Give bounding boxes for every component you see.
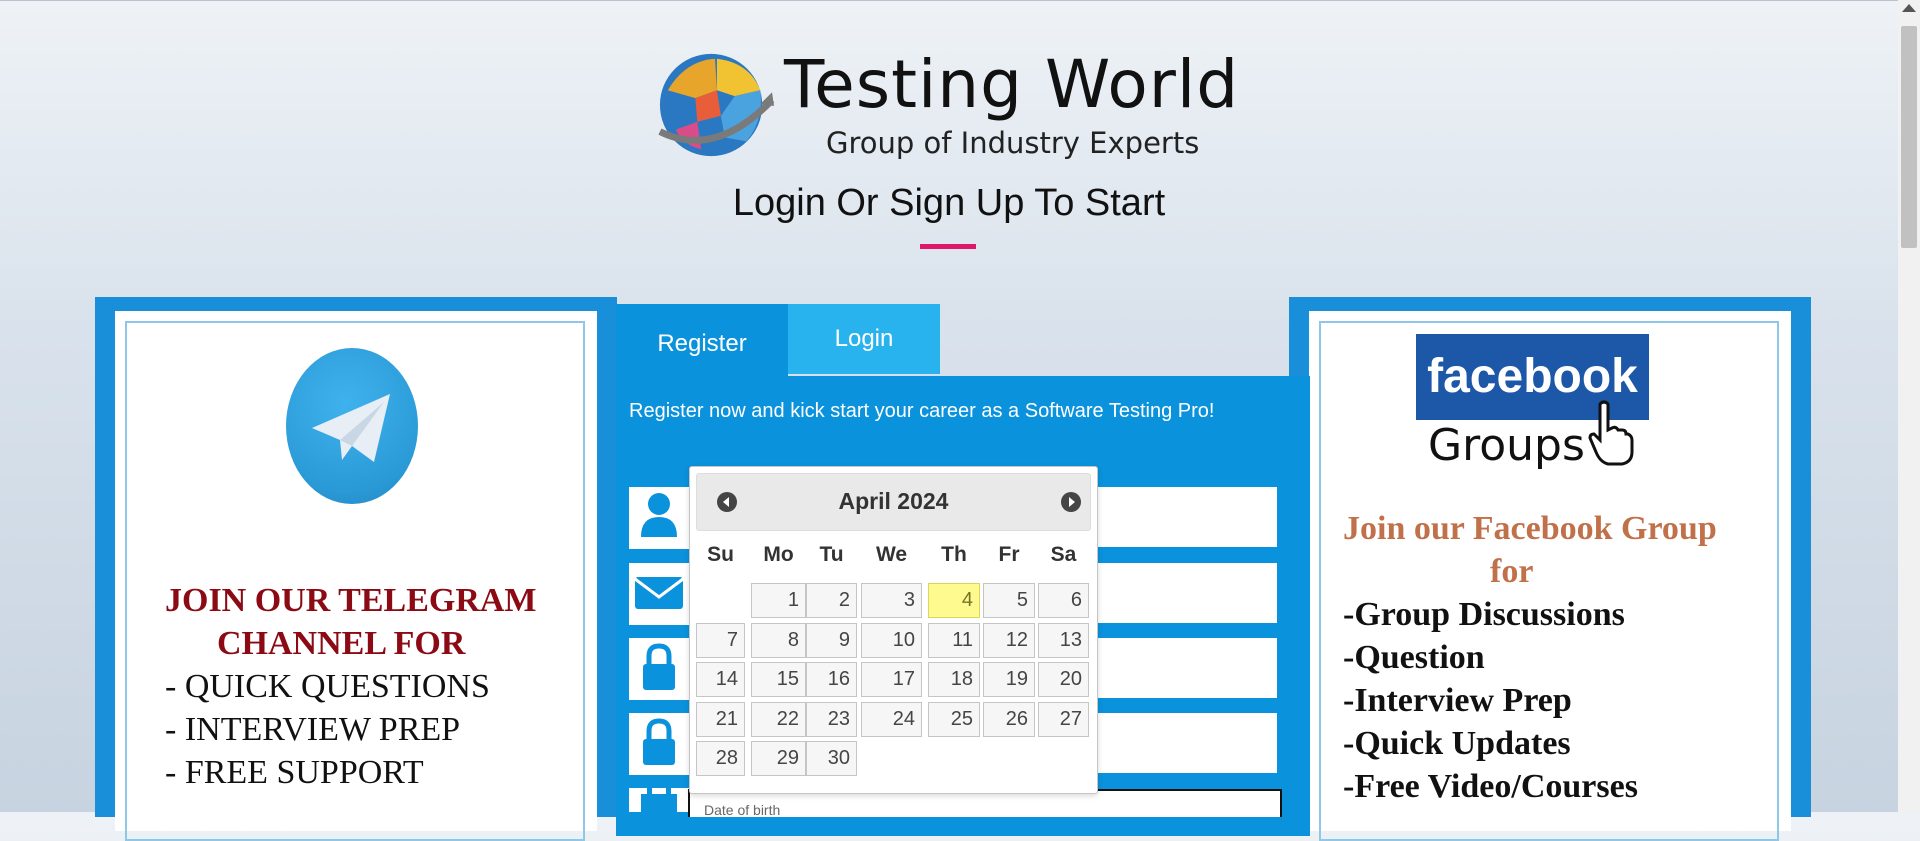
weekday-sa: Sa xyxy=(1050,543,1077,566)
day-cell[interactable]: 12 xyxy=(983,623,1035,658)
datepicker xyxy=(689,466,1098,794)
calendar-icon xyxy=(629,788,689,812)
day-cell[interactable]: 16 xyxy=(806,662,857,697)
logo-subtitle: Group of Industry Experts xyxy=(826,126,1200,160)
day-cell[interactable]: 29 xyxy=(751,741,806,776)
day-cell[interactable]: 27 xyxy=(1038,702,1089,737)
facebook-heading-line-1: Join our Facebook Group xyxy=(1343,510,1717,547)
paper-plane-icon xyxy=(286,348,418,504)
next-month-button[interactable] xyxy=(1061,492,1081,512)
scrollbar-thumb[interactable] xyxy=(1901,26,1917,248)
day-cell[interactable]: 6 xyxy=(1038,583,1089,618)
facebook-groups-label: Groups xyxy=(1428,420,1585,471)
lock-icon xyxy=(629,713,689,775)
day-cell[interactable]: 1 xyxy=(751,583,806,618)
day-cell[interactable]: 4 xyxy=(928,583,980,618)
facebook-item-question: -Question xyxy=(1343,639,1485,676)
day-cell[interactable]: 8 xyxy=(751,623,806,658)
site-logo xyxy=(656,48,1256,168)
weekday-fr: Fr xyxy=(998,543,1020,566)
weekday-th: Th xyxy=(941,543,967,566)
page-title: Login Or Sign Up To Start xyxy=(732,182,1166,224)
weekday-su: Su xyxy=(707,543,734,566)
facebook-item-discussions: -Group Discussions xyxy=(1343,596,1625,633)
telegram-item-support: - FREE SUPPORT xyxy=(165,754,424,791)
day-cell[interactable]: 26 xyxy=(983,702,1035,737)
day-cell[interactable]: 19 xyxy=(983,662,1035,697)
datepicker-title: April 2024 xyxy=(838,488,949,514)
facebook-item-interview: -Interview Prep xyxy=(1343,682,1572,719)
dob-placeholder: Date of birth xyxy=(704,803,781,815)
weekday-tu: Tu xyxy=(819,543,844,566)
day-cell[interactable]: 21 xyxy=(696,702,745,737)
day-cell[interactable]: 30 xyxy=(806,741,857,776)
facebook-item-courses: -Free Video/Courses xyxy=(1343,768,1638,805)
window-top-border xyxy=(0,0,1898,1)
day-cell[interactable]: 15 xyxy=(751,662,806,697)
day-cell[interactable]: 23 xyxy=(806,702,857,737)
day-cell[interactable]: 18 xyxy=(928,662,980,697)
telegram-item-interview: - INTERVIEW PREP xyxy=(165,711,461,748)
facebook-heading-line-2: for xyxy=(1490,553,1534,590)
envelope-icon xyxy=(629,563,689,625)
tab-register[interactable]: Register xyxy=(616,304,788,378)
chevron-right-icon xyxy=(1061,492,1081,512)
day-cell[interactable]: 20 xyxy=(1038,662,1089,697)
day-cell[interactable]: 25 xyxy=(928,702,980,737)
day-cell[interactable]: 11 xyxy=(928,623,980,658)
weekday-we: We xyxy=(875,543,908,566)
day-cell[interactable]: 24 xyxy=(861,702,922,737)
day-cell[interactable]: 2 xyxy=(806,583,857,618)
globe-puzzle-icon xyxy=(656,50,774,160)
user-icon xyxy=(629,487,689,549)
tab-login[interactable]: Login xyxy=(788,304,940,374)
scroll-up-arrow-icon[interactable] xyxy=(1902,4,1916,12)
day-cell[interactable]: 7 xyxy=(696,623,745,658)
day-cell[interactable]: 13 xyxy=(1038,623,1089,658)
facebook-logo[interactable]: facebook xyxy=(1416,334,1649,420)
day-cell[interactable]: 22 xyxy=(751,702,806,737)
telegram-item-questions: - QUICK QUESTIONS xyxy=(165,668,490,705)
day-cell[interactable]: 10 xyxy=(861,623,922,658)
facebook-item-updates: -Quick Updates xyxy=(1343,725,1571,762)
day-cell[interactable]: 14 xyxy=(696,662,745,697)
telegram-heading-line-2: CHANNEL FOR xyxy=(217,625,466,662)
day-cell[interactable]: 28 xyxy=(696,741,745,776)
day-cell[interactable]: 5 xyxy=(983,583,1035,618)
logo-title: Testing World xyxy=(784,46,1240,123)
telegram-heading-line-1: JOIN OUR TELEGRAM xyxy=(165,582,537,619)
lock-icon xyxy=(629,638,689,700)
form-intro-text: Register now and kick start your career as a Software Testing Pro! xyxy=(629,400,1215,422)
pointer-hand-icon xyxy=(1588,400,1634,466)
day-cell[interactable]: 3 xyxy=(861,583,922,618)
day-cell[interactable]: 17 xyxy=(861,662,922,697)
title-underline xyxy=(920,244,976,249)
day-cell[interactable]: 9 xyxy=(806,623,857,658)
datepicker-header xyxy=(696,473,1091,531)
telegram-icon[interactable] xyxy=(286,348,418,504)
weekday-mo: Mo xyxy=(763,543,794,566)
